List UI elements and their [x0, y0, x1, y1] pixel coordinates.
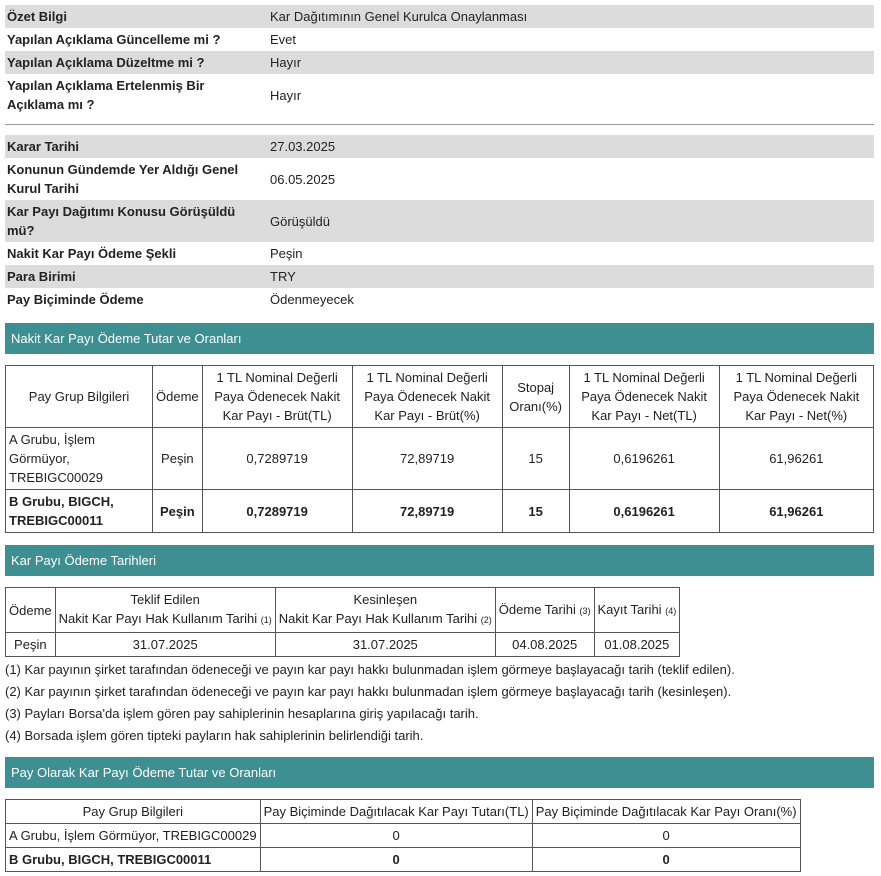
- cell: 0: [260, 824, 532, 848]
- cell: 72,89719: [352, 490, 502, 533]
- col-header: [495, 588, 594, 633]
- header-line: Kayıt Tarihi: [597, 601, 662, 617]
- share-dividend-table: [5, 799, 801, 872]
- cell: 0: [532, 824, 800, 848]
- summary-value: Kar Dağıtımının Genel Kurulca Onaylanması: [265, 5, 874, 28]
- table-row: [6, 633, 680, 657]
- cell: Peşin: [6, 633, 56, 657]
- cell: 0,6196261: [569, 490, 719, 533]
- cell: 15: [502, 428, 569, 490]
- detail-key: Konunun Gündemde Yer Aldığı Genel Kurul Tarihi: [7, 162, 239, 196]
- col-header: Ödeme: [153, 366, 203, 428]
- cell: 04.08.2025: [495, 633, 594, 657]
- summary-key: Yapılan Açıklama Ertelenmiş Bir Açıklama mı ?: [7, 78, 205, 112]
- detail-value: TRY: [265, 265, 874, 288]
- table-row: [6, 490, 874, 533]
- col-header: Pay Grup Bilgileri: [6, 800, 261, 824]
- col-header: Ödeme: [6, 588, 56, 633]
- col-header: [275, 588, 495, 633]
- header-line: Teklif Edilen: [130, 592, 200, 607]
- col-header: 1 TL Nominal Değerli Paya Ödenecek Nakit Kar Payı - Net(%): [719, 366, 873, 428]
- header-line: Nakit Kar Payı Hak Kullanım Tarihi: [278, 611, 478, 626]
- col-header: 1 TL Nominal Değerli Paya Ödenecek Nakit Kar Payı - Brüt(TL): [202, 366, 352, 428]
- summary-row: [5, 5, 874, 28]
- cell: 01.08.2025: [594, 633, 680, 657]
- detail-key: Pay Biçiminde Ödeme: [7, 292, 144, 307]
- col-header: [594, 588, 680, 633]
- summary-row: [5, 28, 874, 51]
- details-table: [5, 135, 874, 311]
- share-section-header: Pay Olarak Kar Payı Ödeme Tutar ve Oranları: [5, 757, 874, 788]
- footnote: (1) Kar payının şirket tarafından ödeneceği ve payın kar payı hakkı bulunmadan işlem görmeye başlayacağı tarih (teklif edilen).: [5, 662, 735, 677]
- cell: 0,7289719: [202, 428, 352, 490]
- footnotes: [5, 659, 874, 747]
- detail-row: [5, 135, 874, 158]
- cash-dividend-table: [5, 365, 874, 533]
- cell: Peşin: [153, 428, 203, 490]
- detail-row: [5, 158, 874, 200]
- cell: 0: [260, 848, 532, 872]
- table-row: [6, 824, 801, 848]
- detail-value: Görüşüldü: [265, 200, 874, 242]
- summary-table: [5, 5, 874, 116]
- header-line: Kesinleşen: [353, 592, 418, 607]
- col-header: Stopaj Oranı(%): [502, 366, 569, 428]
- cell: 0,7289719: [202, 490, 352, 533]
- header-line: Ödeme Tarihi: [498, 601, 576, 617]
- cell: 61,96261: [719, 490, 873, 533]
- detail-key: Karar Tarihi: [5, 135, 265, 158]
- detail-row: [5, 288, 874, 311]
- footnote: (2) Kar payının şirket tarafından ödeneceği ve payın kar payı hakkı bulunmadan işlem görmeye başlayacağı tarih (kesinleşen).: [5, 684, 732, 699]
- disclosure-page: [5, 5, 874, 872]
- cell: 31.07.2025: [275, 633, 495, 657]
- col-header: Pay Grup Bilgileri: [6, 366, 153, 428]
- detail-row: [5, 200, 874, 242]
- summary-value: Hayır: [265, 51, 874, 74]
- cell: A Grubu, İşlem Görmüyor, TREBIGC00029: [6, 428, 153, 490]
- cell: A Grubu, İşlem Görmüyor, TREBIGC00029: [6, 824, 261, 848]
- col-header: Pay Biçiminde Dağıtılacak Kar Payı Oranı(%): [532, 800, 800, 824]
- footnote-ref: (3): [579, 605, 591, 616]
- summary-row: [5, 51, 874, 74]
- detail-value: 27.03.2025: [265, 135, 874, 158]
- cash-section-header: Nakit Kar Payı Ödeme Tutar ve Oranları: [5, 323, 874, 354]
- cell: 61,96261: [719, 428, 873, 490]
- summary-key: Yapılan Açıklama Güncelleme mi ?: [7, 32, 221, 47]
- summary-key: Yapılan Açıklama Düzeltme mi ?: [5, 51, 265, 74]
- summary-key: Özet Bilgi: [5, 5, 265, 28]
- table-row: [6, 848, 801, 872]
- summary-row: [5, 74, 874, 116]
- detail-row: [5, 265, 874, 288]
- cell: B Grubu, BIGCH, TREBIGC00011: [6, 490, 153, 533]
- cell: 15: [502, 490, 569, 533]
- footnote: (4) Borsada işlem gören tipteki payların hak sahiplerinin belirlendiği tarih.: [5, 728, 424, 743]
- table-row: [6, 428, 874, 490]
- detail-key: Nakit Kar Payı Ödeme Şekli: [7, 246, 177, 261]
- detail-row: [5, 242, 874, 265]
- table-header-row: [6, 800, 801, 824]
- detail-value: 06.05.2025: [270, 171, 336, 187]
- cell: 31.07.2025: [55, 633, 275, 657]
- footnote: (3) Payları Borsa'da işlem gören pay sahiplerinin hesaplarına giriş yapılacağı tarih.: [5, 706, 479, 721]
- footnote-ref: (1): [260, 615, 272, 625]
- col-header: 1 TL Nominal Değerli Paya Ödenecek Nakit Kar Payı - Net(TL): [569, 366, 719, 428]
- col-header: 1 TL Nominal Değerli Paya Ödenecek Nakit Kar Payı - Brüt(%): [352, 366, 502, 428]
- cell: 0,6196261: [569, 428, 719, 490]
- summary-value: Hayır: [270, 87, 302, 103]
- payment-dates-table: [5, 587, 680, 657]
- header-line: Nakit Kar Payı Hak Kullanım Tarihi: [58, 611, 258, 626]
- cell: 72,89719: [352, 428, 502, 490]
- col-header: [55, 588, 275, 633]
- table-header-row: [6, 588, 680, 633]
- footnote-ref: (2): [480, 615, 492, 625]
- detail-value: Peşin: [270, 246, 303, 261]
- col-header: Pay Biçiminde Dağıtılacak Kar Payı Tutarı(TL): [260, 800, 532, 824]
- detail-value: Ödenmeyecek: [270, 292, 354, 307]
- cell: 0: [532, 848, 800, 872]
- table-header-row: [6, 366, 874, 428]
- detail-key: Kar Payı Dağıtımı Konusu Görüşüldü mü?: [5, 200, 265, 242]
- cell: Peşin: [153, 490, 203, 533]
- summary-value: Evet: [270, 32, 297, 47]
- cell: B Grubu, BIGCH, TREBIGC00011: [6, 848, 261, 872]
- dates-section-header: Kar Payı Ödeme Tarihleri: [5, 545, 874, 576]
- footnote-ref: (4): [665, 605, 677, 616]
- detail-key: Para Birimi: [5, 265, 265, 288]
